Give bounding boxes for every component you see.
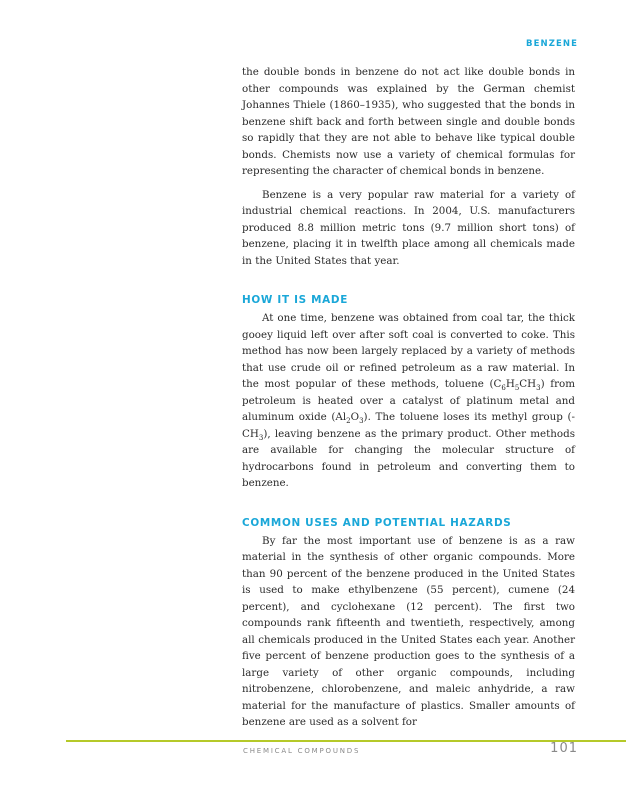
heading-how-it-is-made: HOW IT IS MADE: [242, 294, 349, 306]
heading-uses-and-hazards: COMMON USES AND POTENTIAL HAZARDS: [242, 516, 512, 529]
footer-book-title: CHEMICAL COMPOUNDS: [243, 747, 361, 755]
paragraph-intro: the double bonds in benzene do not act like double bonds in other compounds was explained by the German chemist Johannes Thiele (1860–1935), who suggested that the bonds in benzene shift back and forth between single and double bonds so rapidly that they are not able to behave like typical double bonds. Chemists now use a variety of chemical formulas for representing the character of chemical bonds in benzene.: [242, 66, 575, 177]
page-number: 101: [550, 741, 578, 756]
running-head: BENZENE: [526, 39, 578, 49]
paragraph-production: Benzene is a very popular raw material for a variety of industrial chemical reactions. In 2004, U.S. manufacturers produced 8.8 million metric tons (9.7 million short tons) of benzene, placing it in twelfth place among all chemicals made in the United States that year.: [242, 188, 575, 267]
paragraph-uses: By far the most important use of benzene is as a raw material in the synthesis of other organic compounds. More than 90 percent of the benzene produced in the United States is used to make ethylbenzene (55 percent), cumene (24 percent), and cyclohexane (12 percent). The first two compounds rank fifteenth and twentieth, respectively, among all chemicals produced in the United States each year. Another five percent of benzene production goes to the synthesis of a large variety of other organic compounds, including nitrobenzene, chlorobenzene, and maleic anhydride, a raw material for the manufacture of plastics. Smaller amounts of benzene are used as a solvent for: [242, 534, 575, 728]
footer-rule: [66, 740, 626, 742]
paragraph-how-made: At one time, benzene was obtained from coal tar, the thick gooey liquid left over after soft coal is converted to coke. This method has now been largely replaced by a variety of methods that use crude oil or refined petroleum as a raw material. In the most popular of these methods, toluene $(C_6H_5CH_3)$ from petroleum is heated over a catalyst of platinum metal and aluminum oxide $(Al_2O_3)$. The toluene loses its methyl group $(-CH_3)$, leaving benzene as the primary product. Other methods are available for changing the molecular structure of hydrocarbons found in petroleum and converting them to benzene.: [242, 312, 575, 489]
body-text: [242, 64, 575, 731]
